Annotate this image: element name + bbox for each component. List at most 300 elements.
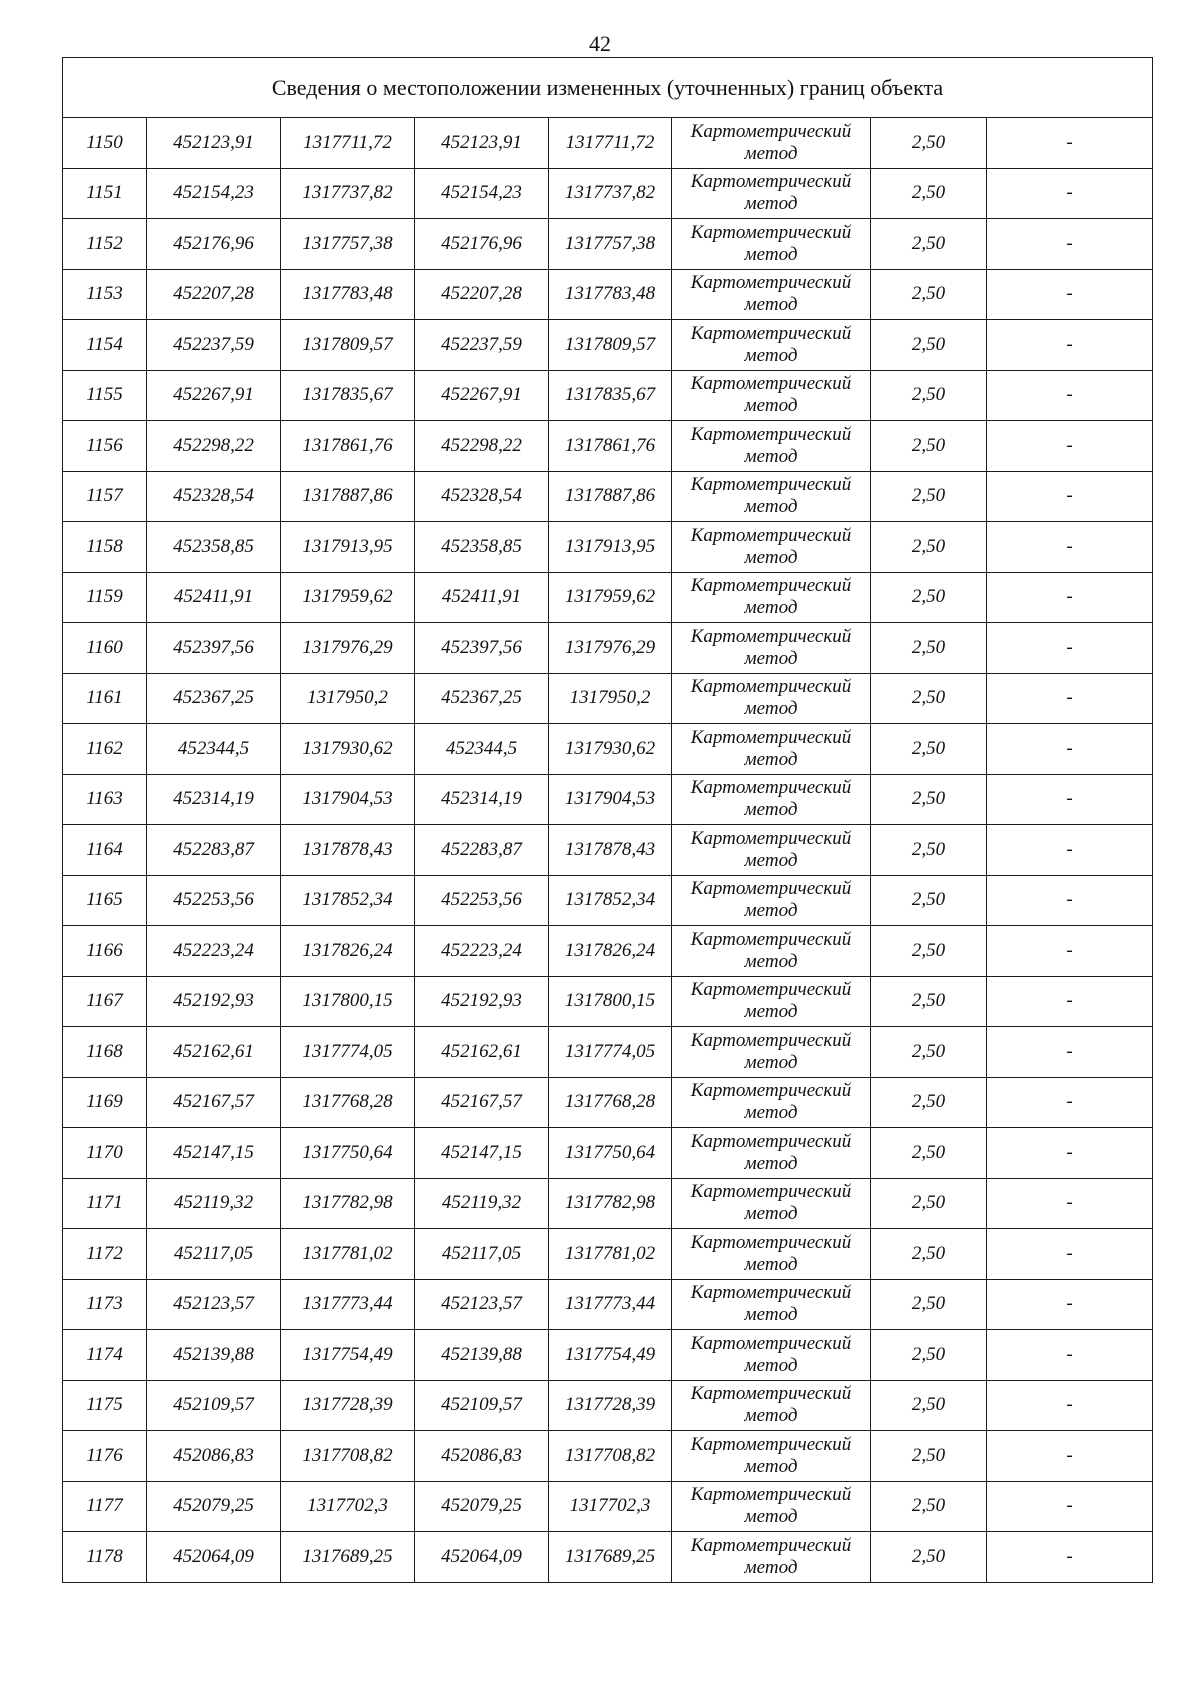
new-x-cell: 452064,09 bbox=[415, 1532, 549, 1583]
existing-y-cell: 1317913,95 bbox=[281, 522, 415, 573]
method-word: Картометрический bbox=[690, 726, 852, 748]
accuracy-cell: 2,50 bbox=[871, 1128, 987, 1179]
method-word: метод bbox=[744, 1203, 798, 1225]
existing-y-cell: 1317689,25 bbox=[281, 1532, 415, 1583]
new-x-cell: 452283,87 bbox=[415, 825, 549, 876]
existing-y-cell: 1317800,15 bbox=[281, 976, 415, 1027]
description-cell: - bbox=[987, 1178, 1153, 1229]
existing-x-cell: 452167,57 bbox=[147, 1077, 281, 1128]
new-x-cell: 452109,57 bbox=[415, 1380, 549, 1431]
point-number-cell: 1174 bbox=[63, 1330, 147, 1381]
method-word: метод bbox=[744, 647, 798, 669]
method-word: метод bbox=[744, 748, 798, 770]
new-x-cell: 452358,85 bbox=[415, 522, 549, 573]
existing-x-cell: 452086,83 bbox=[147, 1431, 281, 1482]
accuracy-cell: 2,50 bbox=[871, 421, 987, 472]
point-number-cell: 1173 bbox=[63, 1279, 147, 1330]
method-cell bbox=[672, 269, 871, 320]
existing-x-cell: 452411,91 bbox=[147, 572, 281, 623]
method-word: метод bbox=[744, 142, 798, 164]
new-y-cell: 1317783,48 bbox=[549, 269, 672, 320]
accuracy-cell: 2,50 bbox=[871, 1431, 987, 1482]
method-cell bbox=[672, 168, 871, 219]
table-row bbox=[63, 1077, 1153, 1128]
point-number-cell: 1170 bbox=[63, 1128, 147, 1179]
method-word: Картометрический bbox=[690, 878, 852, 900]
new-y-cell: 1317950,2 bbox=[549, 673, 672, 724]
new-x-cell: 452167,57 bbox=[415, 1077, 549, 1128]
accuracy-cell: 2,50 bbox=[871, 623, 987, 674]
accuracy-cell: 2,50 bbox=[871, 1532, 987, 1583]
accuracy-cell: 2,50 bbox=[871, 1229, 987, 1280]
description-cell: - bbox=[987, 1532, 1153, 1583]
new-y-cell: 1317708,82 bbox=[549, 1431, 672, 1482]
existing-y-cell: 1317783,48 bbox=[281, 269, 415, 320]
new-y-cell: 1317887,86 bbox=[549, 471, 672, 522]
existing-y-cell: 1317878,43 bbox=[281, 825, 415, 876]
description-cell: - bbox=[987, 623, 1153, 674]
new-y-cell: 1317930,62 bbox=[549, 724, 672, 775]
method-word: Картометрический bbox=[690, 1231, 852, 1253]
new-y-cell: 1317913,95 bbox=[549, 522, 672, 573]
new-y-cell: 1317737,82 bbox=[549, 168, 672, 219]
description-cell: - bbox=[987, 825, 1153, 876]
existing-y-cell: 1317750,64 bbox=[281, 1128, 415, 1179]
existing-x-cell: 452223,24 bbox=[147, 926, 281, 977]
table-row bbox=[63, 1128, 1153, 1179]
method-word: метод bbox=[744, 1354, 798, 1376]
table-row bbox=[63, 623, 1153, 674]
method-word: метод bbox=[744, 1304, 798, 1326]
method-cell bbox=[672, 825, 871, 876]
new-x-cell: 452253,56 bbox=[415, 875, 549, 926]
table-row bbox=[63, 1330, 1153, 1381]
existing-y-cell: 1317754,49 bbox=[281, 1330, 415, 1381]
point-number-cell: 1153 bbox=[63, 269, 147, 320]
table-row bbox=[63, 976, 1153, 1027]
description-cell: - bbox=[987, 370, 1153, 421]
existing-x-cell: 452344,5 bbox=[147, 724, 281, 775]
method-word: Картометрический bbox=[690, 474, 852, 496]
description-cell: - bbox=[987, 976, 1153, 1027]
table-row bbox=[63, 1229, 1153, 1280]
existing-x-cell: 452176,96 bbox=[147, 219, 281, 270]
accuracy-cell: 2,50 bbox=[871, 875, 987, 926]
method-word: Картометрический bbox=[690, 524, 852, 546]
table-row bbox=[63, 572, 1153, 623]
table-row bbox=[63, 1532, 1153, 1583]
method-cell bbox=[672, 421, 871, 472]
new-y-cell: 1317773,44 bbox=[549, 1279, 672, 1330]
method-cell bbox=[672, 1481, 871, 1532]
description-cell: - bbox=[987, 1077, 1153, 1128]
new-y-cell: 1317782,98 bbox=[549, 1178, 672, 1229]
point-number-cell: 1152 bbox=[63, 219, 147, 270]
method-word: метод bbox=[744, 243, 798, 265]
accuracy-cell: 2,50 bbox=[871, 522, 987, 573]
point-number-cell: 1162 bbox=[63, 724, 147, 775]
point-number-cell: 1161 bbox=[63, 673, 147, 724]
existing-x-cell: 452064,09 bbox=[147, 1532, 281, 1583]
method-cell bbox=[672, 1431, 871, 1482]
table-row bbox=[63, 370, 1153, 421]
new-y-cell: 1317750,64 bbox=[549, 1128, 672, 1179]
method-word: метод bbox=[744, 1152, 798, 1174]
point-number-cell: 1151 bbox=[63, 168, 147, 219]
point-number-cell: 1178 bbox=[63, 1532, 147, 1583]
existing-x-cell: 452162,61 bbox=[147, 1027, 281, 1078]
existing-x-cell: 452207,28 bbox=[147, 269, 281, 320]
table-row bbox=[63, 825, 1153, 876]
new-y-cell: 1317757,38 bbox=[549, 219, 672, 270]
description-cell: - bbox=[987, 1229, 1153, 1280]
method-word: метод bbox=[744, 950, 798, 972]
new-y-cell: 1317774,05 bbox=[549, 1027, 672, 1078]
new-y-cell: 1317689,25 bbox=[549, 1532, 672, 1583]
method-word: Картометрический bbox=[690, 1433, 852, 1455]
new-x-cell: 452298,22 bbox=[415, 421, 549, 472]
new-x-cell: 452314,19 bbox=[415, 774, 549, 825]
description-cell: - bbox=[987, 1128, 1153, 1179]
accuracy-cell: 2,50 bbox=[871, 1481, 987, 1532]
method-word: метод bbox=[744, 1455, 798, 1477]
description-cell: - bbox=[987, 1330, 1153, 1381]
table-row bbox=[63, 320, 1153, 371]
new-y-cell: 1317728,39 bbox=[549, 1380, 672, 1431]
existing-x-cell: 452192,93 bbox=[147, 976, 281, 1027]
accuracy-cell: 2,50 bbox=[871, 471, 987, 522]
new-x-cell: 452176,96 bbox=[415, 219, 549, 270]
existing-y-cell: 1317708,82 bbox=[281, 1431, 415, 1482]
table-row bbox=[63, 875, 1153, 926]
method-word: Картометрический bbox=[690, 1130, 852, 1152]
description-cell: - bbox=[987, 724, 1153, 775]
description-cell: - bbox=[987, 875, 1153, 926]
description-cell: - bbox=[987, 1431, 1153, 1482]
new-y-cell: 1317976,29 bbox=[549, 623, 672, 674]
accuracy-cell: 2,50 bbox=[871, 1077, 987, 1128]
method-cell bbox=[672, 673, 871, 724]
accuracy-cell: 2,50 bbox=[871, 320, 987, 371]
new-x-cell: 452119,32 bbox=[415, 1178, 549, 1229]
description-cell: - bbox=[987, 673, 1153, 724]
table-body bbox=[63, 118, 1153, 1583]
existing-y-cell: 1317930,62 bbox=[281, 724, 415, 775]
existing-y-cell: 1317950,2 bbox=[281, 673, 415, 724]
new-x-cell: 452086,83 bbox=[415, 1431, 549, 1482]
existing-y-cell: 1317809,57 bbox=[281, 320, 415, 371]
new-y-cell: 1317702,3 bbox=[549, 1481, 672, 1532]
method-word: метод bbox=[744, 546, 798, 568]
point-number-cell: 1160 bbox=[63, 623, 147, 674]
method-word: Картометрический bbox=[690, 322, 852, 344]
accuracy-cell: 2,50 bbox=[871, 572, 987, 623]
description-cell: - bbox=[987, 1380, 1153, 1431]
method-cell bbox=[672, 926, 871, 977]
method-cell bbox=[672, 1229, 871, 1280]
method-word: метод bbox=[744, 1051, 798, 1073]
table-row bbox=[63, 522, 1153, 573]
new-y-cell: 1317835,67 bbox=[549, 370, 672, 421]
point-number-cell: 1150 bbox=[63, 118, 147, 169]
existing-y-cell: 1317702,3 bbox=[281, 1481, 415, 1532]
new-x-cell: 452154,23 bbox=[415, 168, 549, 219]
method-word: Картометрический bbox=[690, 928, 852, 950]
existing-y-cell: 1317768,28 bbox=[281, 1077, 415, 1128]
existing-x-cell: 452079,25 bbox=[147, 1481, 281, 1532]
table-row bbox=[63, 724, 1153, 775]
accuracy-cell: 2,50 bbox=[871, 118, 987, 169]
method-cell bbox=[672, 875, 871, 926]
method-cell bbox=[672, 1027, 871, 1078]
method-cell bbox=[672, 572, 871, 623]
method-word: Картометрический bbox=[690, 777, 852, 799]
point-number-cell: 1167 bbox=[63, 976, 147, 1027]
table-row bbox=[63, 219, 1153, 270]
accuracy-cell: 2,50 bbox=[871, 1027, 987, 1078]
new-x-cell: 452397,56 bbox=[415, 623, 549, 674]
new-x-cell: 452139,88 bbox=[415, 1330, 549, 1381]
existing-y-cell: 1317976,29 bbox=[281, 623, 415, 674]
method-cell bbox=[672, 724, 871, 775]
existing-x-cell: 452117,05 bbox=[147, 1229, 281, 1280]
table-row bbox=[63, 471, 1153, 522]
accuracy-cell: 2,50 bbox=[871, 673, 987, 724]
description-cell: - bbox=[987, 522, 1153, 573]
method-word: метод bbox=[744, 294, 798, 316]
method-word: метод bbox=[744, 1253, 798, 1275]
point-number-cell: 1172 bbox=[63, 1229, 147, 1280]
point-number-cell: 1159 bbox=[63, 572, 147, 623]
method-word: Картометрический bbox=[690, 575, 852, 597]
point-number-cell: 1175 bbox=[63, 1380, 147, 1431]
table-row bbox=[63, 1380, 1153, 1431]
description-cell: - bbox=[987, 320, 1153, 371]
accuracy-cell: 2,50 bbox=[871, 825, 987, 876]
existing-y-cell: 1317852,34 bbox=[281, 875, 415, 926]
existing-y-cell: 1317781,02 bbox=[281, 1229, 415, 1280]
table-row bbox=[63, 1178, 1153, 1229]
method-cell bbox=[672, 219, 871, 270]
point-number-cell: 1157 bbox=[63, 471, 147, 522]
table-row bbox=[63, 1027, 1153, 1078]
table-title: Сведения о местоположении измененных (уточненных) границ объекта bbox=[63, 58, 1153, 118]
existing-y-cell: 1317782,98 bbox=[281, 1178, 415, 1229]
existing-y-cell: 1317774,05 bbox=[281, 1027, 415, 1078]
table-row bbox=[63, 774, 1153, 825]
new-y-cell: 1317768,28 bbox=[549, 1077, 672, 1128]
accuracy-cell: 2,50 bbox=[871, 168, 987, 219]
existing-y-cell: 1317826,24 bbox=[281, 926, 415, 977]
table-row bbox=[63, 673, 1153, 724]
method-word: Картометрический bbox=[690, 625, 852, 647]
new-x-cell: 452367,25 bbox=[415, 673, 549, 724]
method-word: Картометрический bbox=[690, 1332, 852, 1354]
method-cell bbox=[672, 623, 871, 674]
existing-x-cell: 452147,15 bbox=[147, 1128, 281, 1179]
method-word: метод bbox=[744, 496, 798, 518]
existing-x-cell: 452358,85 bbox=[147, 522, 281, 573]
description-cell: - bbox=[987, 219, 1153, 270]
existing-x-cell: 452367,25 bbox=[147, 673, 281, 724]
new-x-cell: 452344,5 bbox=[415, 724, 549, 775]
method-cell bbox=[672, 1330, 871, 1381]
new-y-cell: 1317711,72 bbox=[549, 118, 672, 169]
accuracy-cell: 2,50 bbox=[871, 926, 987, 977]
new-y-cell: 1317861,76 bbox=[549, 421, 672, 472]
new-x-cell: 452123,91 bbox=[415, 118, 549, 169]
existing-y-cell: 1317861,76 bbox=[281, 421, 415, 472]
description-cell: - bbox=[987, 926, 1153, 977]
existing-x-cell: 452328,54 bbox=[147, 471, 281, 522]
accuracy-cell: 2,50 bbox=[871, 976, 987, 1027]
point-number-cell: 1176 bbox=[63, 1431, 147, 1482]
method-cell bbox=[672, 1077, 871, 1128]
method-word: Картометрический bbox=[690, 1029, 852, 1051]
accuracy-cell: 2,50 bbox=[871, 219, 987, 270]
method-word: Картометрический bbox=[690, 1534, 852, 1556]
method-word: Картометрический bbox=[690, 676, 852, 698]
method-word: Картометрический bbox=[690, 1080, 852, 1102]
table-row bbox=[63, 926, 1153, 977]
description-cell: - bbox=[987, 118, 1153, 169]
existing-x-cell: 452237,59 bbox=[147, 320, 281, 371]
point-number-cell: 1163 bbox=[63, 774, 147, 825]
new-x-cell: 452162,61 bbox=[415, 1027, 549, 1078]
existing-x-cell: 452154,23 bbox=[147, 168, 281, 219]
method-word: Картометрический bbox=[690, 221, 852, 243]
point-number-cell: 1168 bbox=[63, 1027, 147, 1078]
existing-x-cell: 452283,87 bbox=[147, 825, 281, 876]
accuracy-cell: 2,50 bbox=[871, 269, 987, 320]
method-cell bbox=[672, 118, 871, 169]
method-word: метод bbox=[744, 900, 798, 922]
method-cell bbox=[672, 1178, 871, 1229]
method-word: Картометрический bbox=[690, 272, 852, 294]
method-cell bbox=[672, 774, 871, 825]
existing-x-cell: 452253,56 bbox=[147, 875, 281, 926]
new-y-cell: 1317852,34 bbox=[549, 875, 672, 926]
existing-y-cell: 1317835,67 bbox=[281, 370, 415, 421]
point-number-cell: 1165 bbox=[63, 875, 147, 926]
new-y-cell: 1317904,53 bbox=[549, 774, 672, 825]
new-y-cell: 1317800,15 bbox=[549, 976, 672, 1027]
new-x-cell: 452328,54 bbox=[415, 471, 549, 522]
accuracy-cell: 2,50 bbox=[871, 1380, 987, 1431]
point-number-cell: 1155 bbox=[63, 370, 147, 421]
method-cell bbox=[672, 471, 871, 522]
existing-y-cell: 1317887,86 bbox=[281, 471, 415, 522]
page-number: 42 bbox=[589, 31, 611, 56]
new-x-cell: 452223,24 bbox=[415, 926, 549, 977]
new-y-cell: 1317826,24 bbox=[549, 926, 672, 977]
method-word: метод bbox=[744, 1102, 798, 1124]
method-word: Картометрический bbox=[690, 979, 852, 1001]
existing-y-cell: 1317959,62 bbox=[281, 572, 415, 623]
method-word: Картометрический bbox=[690, 1282, 852, 1304]
method-cell bbox=[672, 976, 871, 1027]
description-cell: - bbox=[987, 168, 1153, 219]
point-number-cell: 1177 bbox=[63, 1481, 147, 1532]
method-word: метод bbox=[744, 395, 798, 417]
existing-y-cell: 1317737,82 bbox=[281, 168, 415, 219]
point-number-cell: 1171 bbox=[63, 1178, 147, 1229]
description-cell: - bbox=[987, 1279, 1153, 1330]
method-word: Картометрический bbox=[690, 1383, 852, 1405]
new-x-cell: 452267,91 bbox=[415, 370, 549, 421]
existing-x-cell: 452123,91 bbox=[147, 118, 281, 169]
description-cell: - bbox=[987, 572, 1153, 623]
new-x-cell: 452237,59 bbox=[415, 320, 549, 371]
method-word: метод bbox=[744, 1506, 798, 1528]
description-cell: - bbox=[987, 1027, 1153, 1078]
point-number-cell: 1158 bbox=[63, 522, 147, 573]
table-row bbox=[63, 1279, 1153, 1330]
new-y-cell: 1317809,57 bbox=[549, 320, 672, 371]
method-word: метод bbox=[744, 1556, 798, 1578]
table-row bbox=[63, 118, 1153, 169]
new-y-cell: 1317878,43 bbox=[549, 825, 672, 876]
existing-y-cell: 1317773,44 bbox=[281, 1279, 415, 1330]
method-cell bbox=[672, 522, 871, 573]
point-number-cell: 1169 bbox=[63, 1077, 147, 1128]
point-number-cell: 1156 bbox=[63, 421, 147, 472]
description-cell: - bbox=[987, 1481, 1153, 1532]
method-word: метод bbox=[744, 698, 798, 720]
new-x-cell: 452192,93 bbox=[415, 976, 549, 1027]
method-word: метод bbox=[744, 799, 798, 821]
existing-y-cell: 1317711,72 bbox=[281, 118, 415, 169]
existing-x-cell: 452397,56 bbox=[147, 623, 281, 674]
method-word: метод bbox=[744, 344, 798, 366]
existing-x-cell: 452298,22 bbox=[147, 421, 281, 472]
method-word: Картометрический bbox=[690, 423, 852, 445]
method-word: Картометрический bbox=[690, 171, 852, 193]
existing-x-cell: 452119,32 bbox=[147, 1178, 281, 1229]
accuracy-cell: 2,50 bbox=[871, 1178, 987, 1229]
new-x-cell: 452079,25 bbox=[415, 1481, 549, 1532]
accuracy-cell: 2,50 bbox=[871, 1330, 987, 1381]
method-word: Картометрический bbox=[690, 1181, 852, 1203]
existing-x-cell: 452109,57 bbox=[147, 1380, 281, 1431]
method-cell bbox=[672, 1128, 871, 1179]
accuracy-cell: 2,50 bbox=[871, 1279, 987, 1330]
point-number-cell: 1166 bbox=[63, 926, 147, 977]
new-y-cell: 1317959,62 bbox=[549, 572, 672, 623]
new-x-cell: 452207,28 bbox=[415, 269, 549, 320]
table-row bbox=[63, 1481, 1153, 1532]
method-cell bbox=[672, 1532, 871, 1583]
table-row bbox=[63, 168, 1153, 219]
method-word: метод bbox=[744, 193, 798, 215]
new-x-cell: 452117,05 bbox=[415, 1229, 549, 1280]
method-word: Картометрический bbox=[690, 1484, 852, 1506]
accuracy-cell: 2,50 bbox=[871, 724, 987, 775]
method-cell bbox=[672, 1380, 871, 1431]
method-word: Картометрический bbox=[690, 120, 852, 142]
existing-x-cell: 452314,19 bbox=[147, 774, 281, 825]
existing-y-cell: 1317728,39 bbox=[281, 1380, 415, 1431]
table-row bbox=[63, 1431, 1153, 1482]
point-number-cell: 1154 bbox=[63, 320, 147, 371]
point-number-cell: 1164 bbox=[63, 825, 147, 876]
existing-y-cell: 1317904,53 bbox=[281, 774, 415, 825]
accuracy-cell: 2,50 bbox=[871, 774, 987, 825]
method-word: метод bbox=[744, 1405, 798, 1427]
boundary-coordinates-table bbox=[62, 57, 1153, 1583]
method-word: метод bbox=[744, 597, 798, 619]
existing-y-cell: 1317757,38 bbox=[281, 219, 415, 270]
